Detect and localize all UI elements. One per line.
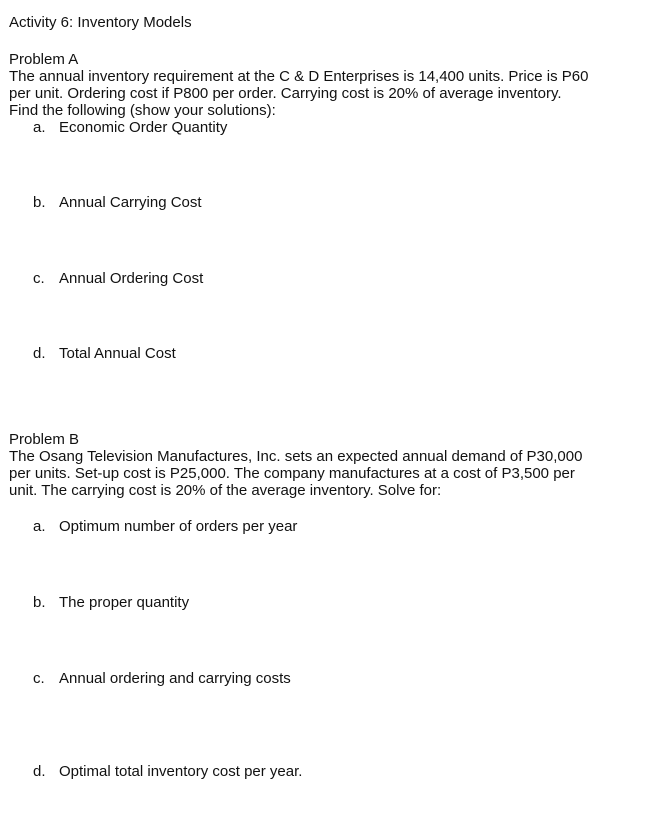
item-letter: b. <box>33 194 46 211</box>
problem-a-section <box>9 51 645 362</box>
item-text: Annual Carrying Cost <box>59 194 202 211</box>
page-title: Activity 6: Inventory Models <box>9 14 192 31</box>
list-item <box>9 594 645 611</box>
item-letter: b. <box>33 594 46 611</box>
item-letter: c. <box>33 270 45 287</box>
item-text: The proper quantity <box>59 594 190 611</box>
list-item <box>9 518 645 535</box>
problem-b-line: The Osang Television Manufactures, Inc. sets an expected annual demand of P30,000 <box>9 448 583 465</box>
list-item <box>9 670 645 687</box>
problem-a-line: Find the following (show your solutions): <box>9 102 276 119</box>
item-text: Optimum number of orders per year <box>59 518 298 535</box>
list-item <box>9 345 645 362</box>
problem-b-line: unit. The carrying cost is 20% of the average inventory. Solve for: <box>9 482 442 499</box>
item-letter: d. <box>33 763 46 780</box>
problem-a-heading: Problem A <box>9 51 79 68</box>
document <box>9 14 645 780</box>
list-item <box>9 194 645 211</box>
item-text: Annual Ordering Cost <box>59 270 204 287</box>
problem-b-heading: Problem B <box>9 431 80 448</box>
item-text: Annual ordering and carrying costs <box>59 670 291 687</box>
problem-a-statement <box>9 68 645 119</box>
list-item <box>9 119 645 136</box>
item-text: Optimal total inventory cost per year. <box>59 763 303 780</box>
item-letter: a. <box>33 119 46 136</box>
problem-b-statement <box>9 448 645 499</box>
problem-b-line: per units. Set-up cost is P25,000. The company manufactures at a cost of P3,500 per <box>9 465 575 482</box>
problem-b-section <box>9 431 645 780</box>
problem-b-list <box>9 518 645 780</box>
list-item <box>9 270 645 287</box>
item-letter: c. <box>33 670 45 687</box>
item-letter: a. <box>33 518 46 535</box>
problem-a-line: per unit. Ordering cost if P800 per order. Carrying cost is 20% of average inventory. <box>9 85 562 102</box>
item-text: Economic Order Quantity <box>59 119 228 136</box>
item-text: Total Annual Cost <box>59 345 176 362</box>
list-item <box>9 763 645 780</box>
item-letter: d. <box>33 345 46 362</box>
problem-a-line: The annual inventory requirement at the C & D Enterprises is 14,400 units. Price is P60 <box>9 68 589 85</box>
problem-a-list <box>9 119 645 362</box>
